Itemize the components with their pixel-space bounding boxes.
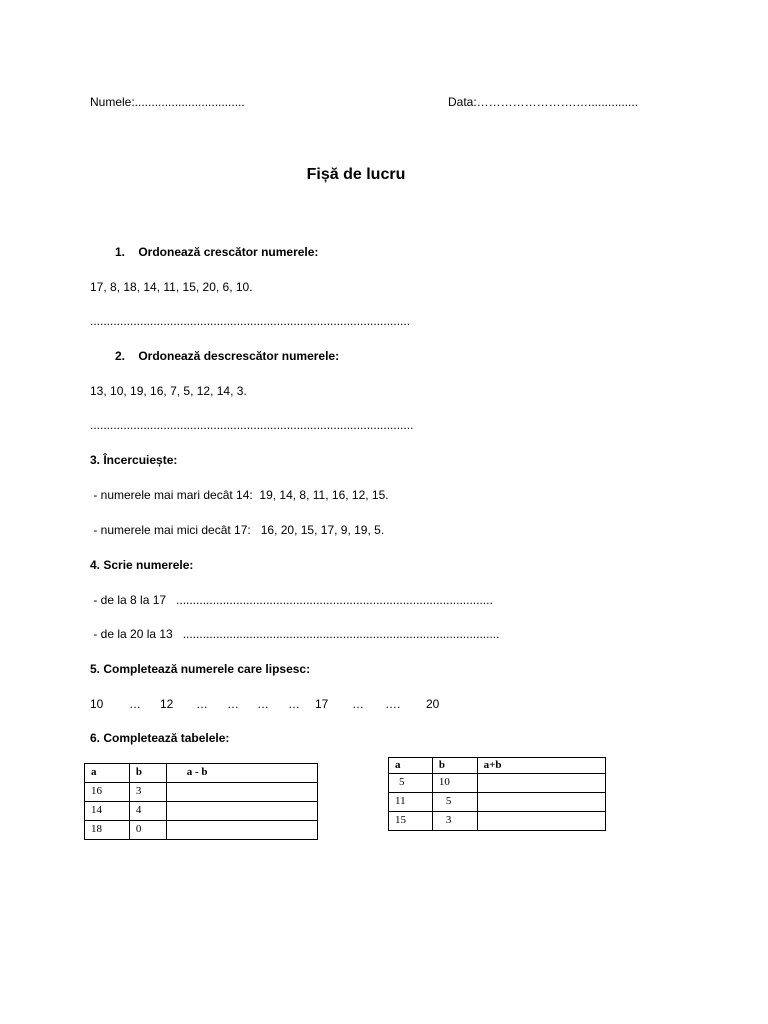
sum-table xyxy=(388,757,606,831)
sequence-item: 17 xyxy=(315,697,329,711)
exercise-3-heading: 3. Încercuiește: xyxy=(90,453,178,467)
header-cell: a xyxy=(85,764,130,783)
exercise-5-heading: 5. Completează numerele care lipsesc: xyxy=(90,662,311,676)
answer-cell[interactable] xyxy=(477,793,605,812)
table-cell: 18 xyxy=(85,821,130,840)
exercise-1-answer-line: ................................................................................................ xyxy=(90,314,411,328)
table-row xyxy=(389,812,606,831)
sequence-item: … xyxy=(257,697,269,711)
page-title: Fișă de lucru xyxy=(306,166,406,183)
table-cell: 14 xyxy=(85,802,130,821)
table-cell: 5 xyxy=(432,793,477,812)
header-cell: a+b xyxy=(477,758,605,774)
exercise-2-answer-line: ................................................................................................. xyxy=(90,418,414,432)
table-cell: 0 xyxy=(129,821,166,840)
table-header-row xyxy=(389,758,606,774)
exercise-6-heading: 6. Completează tabelele: xyxy=(90,731,230,745)
answer-cell[interactable] xyxy=(166,783,317,802)
header-cell: a - b xyxy=(166,764,317,783)
table-cell: 5 xyxy=(389,774,433,793)
table-row xyxy=(85,821,318,840)
table-row xyxy=(85,802,318,821)
exercise-1-heading: 1. Ordonează crescător numerele: xyxy=(115,245,319,259)
difference-table xyxy=(84,763,318,840)
sequence-item: …. xyxy=(385,697,401,711)
table-row xyxy=(389,774,606,793)
table-cell: 3 xyxy=(432,812,477,831)
answer-cell[interactable] xyxy=(477,774,605,793)
exercise-4-heading: 4. Scrie numerele: xyxy=(90,558,194,572)
header-cell: b xyxy=(129,764,166,783)
answer-cell[interactable] xyxy=(166,821,317,840)
exercise-3-line-smaller: - numerele mai mici decât 17: 16, 20, 15, 17, 9, 19, 5. xyxy=(90,523,385,537)
sequence-item: … xyxy=(227,697,239,711)
sequence-item: 12 xyxy=(160,697,174,711)
sequence-item: … xyxy=(352,697,364,711)
answer-cell[interactable] xyxy=(166,802,317,821)
exercise-4-line-20-13: - de la 20 la 13 ............................................................................................... xyxy=(90,627,500,641)
exercise-5-sequence xyxy=(90,697,450,713)
sequence-item: … xyxy=(196,697,208,711)
table-row xyxy=(389,793,606,812)
exercise-4-line-8-17: - de la 8 la 17 ............................................................................................... xyxy=(90,593,493,607)
table-cell: 3 xyxy=(129,783,166,802)
name-field-label: Numele:................................. xyxy=(90,95,245,109)
sequence-item: … xyxy=(129,697,141,711)
header-cell: b xyxy=(432,758,477,774)
exercise-2-heading: 2. Ordonează descrescător numerele: xyxy=(115,349,340,363)
table-cell: 11 xyxy=(389,793,433,812)
exercise-3-line-greater: - numerele mai mari decât 14: 19, 14, 8, 11, 16, 12, 15. xyxy=(90,488,389,502)
sequence-item: 10 xyxy=(90,697,104,711)
exercise-2-numbers: 13, 10, 19, 16, 7, 5, 12, 14, 3. xyxy=(90,384,247,398)
table-header-row xyxy=(85,764,318,783)
date-field-label: Data:…………………….…............... xyxy=(448,95,639,109)
table-row xyxy=(85,783,318,802)
table-cell: 10 xyxy=(432,774,477,793)
table-cell: 4 xyxy=(129,802,166,821)
table-cell: 16 xyxy=(85,783,130,802)
sequence-item: … xyxy=(288,697,300,711)
exercise-1-numbers: 17, 8, 18, 14, 11, 15, 20, 6, 10. xyxy=(90,280,253,294)
table-cell: 15 xyxy=(389,812,433,831)
header-cell: a xyxy=(389,758,433,774)
sequence-item: 20 xyxy=(426,697,440,711)
answer-cell[interactable] xyxy=(477,812,605,831)
